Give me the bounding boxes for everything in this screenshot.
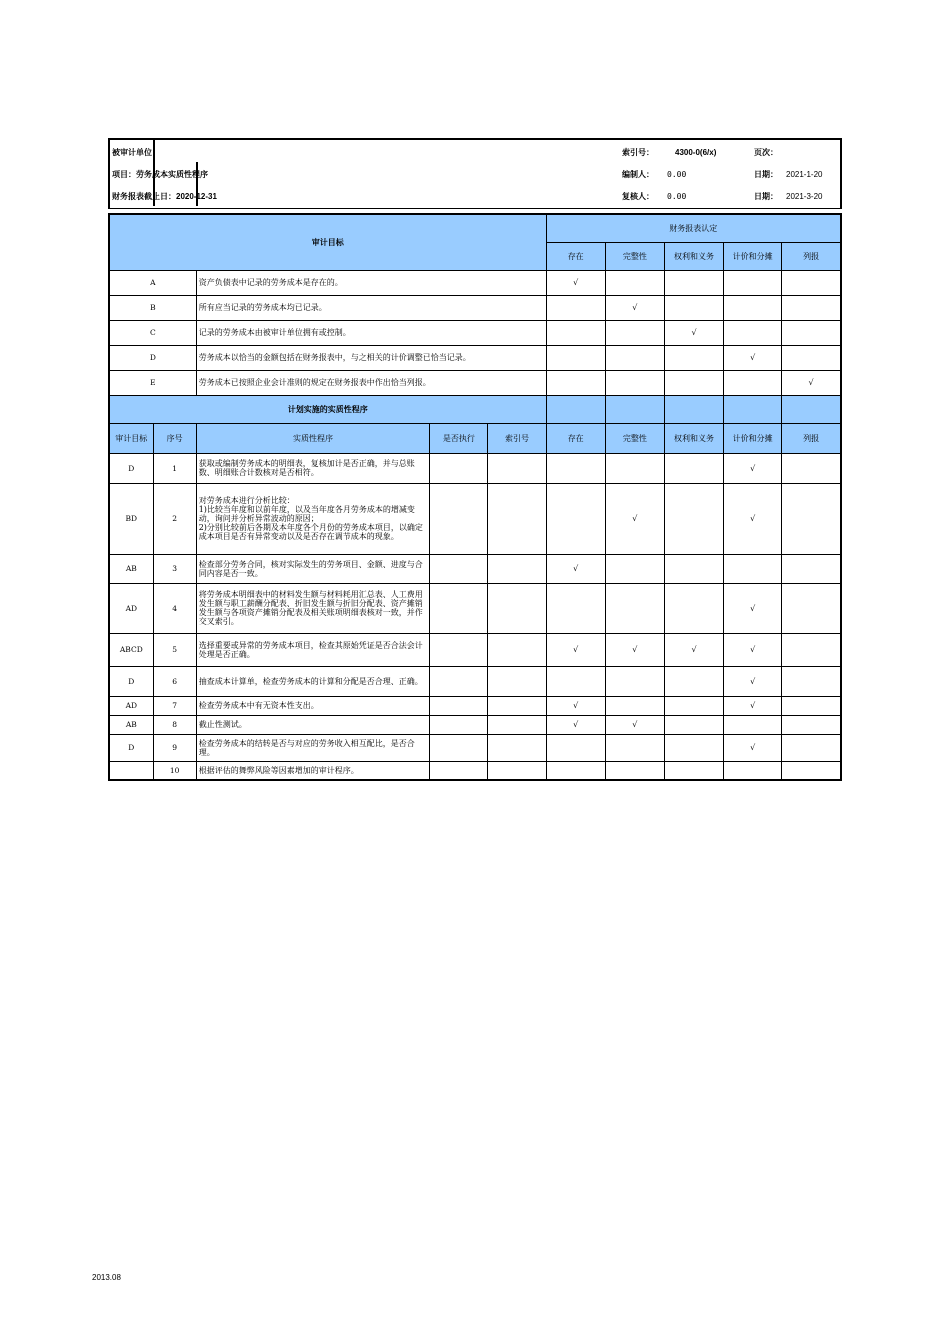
check-mark [605,270,664,295]
index-value: 4300-0(6/x) [675,148,717,157]
objective-row [109,370,841,395]
executed-cell [430,696,488,715]
procedure-objective: AB [109,554,153,583]
objective-text: 劳务成本以恰当的金额包括在财务报表中，与之相关的计价调整已恰当记录。 [196,345,546,370]
executed-cell [430,761,488,780]
objective-code: B [109,295,196,320]
procedure-number: 3 [153,554,196,583]
check-mark [782,734,841,761]
reviewer-value: 0.00 [667,192,687,201]
check-mark: √ [546,715,605,734]
procedure-number: 2 [153,483,196,554]
index-cell [488,715,546,734]
procedure-row [109,696,841,715]
check-mark [724,295,782,320]
procedures-header-row [109,423,841,453]
column-header-6: 完整性 [605,423,664,453]
procedure-text: 检查部分劳务合同，核对实际发生的劳务项目、金额、进度与合同内容是否一致。 [196,554,430,583]
check-mark [664,370,723,395]
check-mark: √ [724,734,782,761]
check-mark [724,715,782,734]
procedures-title-row [109,395,841,423]
index-cell [488,734,546,761]
check-mark [605,370,664,395]
column-header-1: 序号 [153,423,196,453]
check-mark [605,666,664,696]
check-mark [546,295,605,320]
check-mark: √ [664,633,723,666]
check-mark: √ [724,666,782,696]
check-mark [605,734,664,761]
procedure-objective: D [109,453,153,483]
executed-cell [430,666,488,696]
procedure-row [109,483,841,554]
assertion-header-4: 列报 [782,242,841,270]
check-mark [782,715,841,734]
check-mark [782,761,841,780]
preparer-value: 0.00 [667,170,687,179]
check-mark [664,761,723,780]
executed-cell [430,453,488,483]
check-mark [546,453,605,483]
procedure-text: 抽查成本计算单，检查劳务成本的计算和分配是否合理、正确。 [196,666,430,696]
column-header-9: 列报 [782,423,841,453]
check-mark [724,554,782,583]
objective-code: D [109,345,196,370]
procedures-title: 计划实施的实质性程序 [109,395,546,423]
auditee-label: 被审计单位： [112,148,160,157]
procedure-number: 4 [153,583,196,633]
executed-cell [430,633,488,666]
index-cell [488,583,546,633]
check-mark [782,633,841,666]
check-mark [605,554,664,583]
procedure-text: 检查劳务成本中有无资本性支出。 [196,696,430,715]
check-mark: √ [605,295,664,320]
procedure-number: 5 [153,633,196,666]
procedure-text: 获取或编制劳务成本的明细表，复核加计是否正确，并与总账数、明细账合计数核对是否相符。 [196,453,430,483]
table-body [109,214,841,780]
check-mark: √ [546,270,605,295]
check-mark [724,370,782,395]
index-label: 索引号： [622,148,654,157]
objectives-title: 审计目标 [109,214,546,270]
check-mark [664,295,723,320]
objective-row [109,320,841,345]
procedure-text: 截止性测试。 [196,715,430,734]
executed-cell [430,583,488,633]
date1-label: 日期： [754,170,778,179]
index-cell [488,696,546,715]
check-mark [546,370,605,395]
executed-cell [430,483,488,554]
objective-text: 记录的劳务成本由被审计单位拥有或控制。 [196,320,546,345]
check-mark: √ [605,715,664,734]
procedure-row [109,453,841,483]
procedure-row [109,633,841,666]
check-mark [546,320,605,345]
check-mark [782,453,841,483]
check-mark [724,761,782,780]
index-cell [488,633,546,666]
index-cell [488,761,546,780]
procedure-text: 对劳务成本进行分析比较： 1)比较当年度和以前年度，以及当年度各月劳务成本的增减变动，询问并分析异常波动的原因； 2)分别比较前后各期及本年度各个月份的劳务成本项目，以确定成本项目是否有异常变动以及是否存在调节成本的现象。 [196,483,430,554]
procedure-row [109,666,841,696]
check-mark: √ [605,633,664,666]
reviewer-label: 复核人： [622,192,654,201]
procedure-number: 7 [153,696,196,715]
procedure-row [109,761,841,780]
column-header-3: 是否执行 [430,423,488,453]
check-mark: √ [724,583,782,633]
check-mark [546,734,605,761]
check-mark [664,554,723,583]
audit-worksheet [108,138,842,781]
objective-row [109,345,841,370]
column-header-4: 索引号 [488,423,546,453]
objective-code: E [109,370,196,395]
assertion-title: 财务报表认定 [546,214,841,242]
procedure-row [109,583,841,633]
procedure-objective: AD [109,696,153,715]
check-mark [605,453,664,483]
check-mark [664,483,723,554]
check-mark [664,696,723,715]
objective-code: A [109,270,196,295]
procedure-number: 9 [153,734,196,761]
procedure-table [108,213,842,781]
objective-text: 劳务成本已按照企业会计准则的规定在财务报表中作出恰当列报。 [196,370,546,395]
worksheet-header [108,138,842,209]
procedure-objective [109,761,153,780]
check-mark [782,345,841,370]
check-mark: √ [546,696,605,715]
check-mark [664,583,723,633]
check-mark [724,270,782,295]
index-cell [488,666,546,696]
objective-code: C [109,320,196,345]
check-mark [664,345,723,370]
objective-row [109,295,841,320]
procedure-number: 10 [153,761,196,780]
check-mark [546,666,605,696]
check-mark [782,295,841,320]
check-mark: √ [724,483,782,554]
check-mark [782,554,841,583]
check-mark: √ [546,554,605,583]
assertion-header-0: 存在 [546,242,605,270]
assertion-header-1: 完整性 [605,242,664,270]
check-mark [782,320,841,345]
procedure-objective: D [109,666,153,696]
check-mark [664,453,723,483]
objective-text: 资产负债表中记录的劳务成本是存在的。 [196,270,546,295]
check-mark [782,666,841,696]
check-mark [605,320,664,345]
executed-cell [430,554,488,583]
procedure-text: 将劳务成本明细表中的材料发生额与材料耗用汇总表、人工费用发生额与职工薪酬分配表、折旧发生额与折旧分配表、资产摊销发生额与各项资产摊销分配表及相关账项明细表核对一致，并作交叉索引。 [196,583,430,633]
column-header-2: 实质性程序 [196,423,430,453]
project-label: 项目：劳务成本实质性程序 [112,170,208,179]
check-mark: √ [782,370,841,395]
column-header-5: 存在 [546,423,605,453]
check-mark [782,270,841,295]
procedure-objective: D [109,734,153,761]
check-mark: √ [546,633,605,666]
objective-row [109,270,841,295]
check-mark [782,483,841,554]
column-header-8: 计价和分摊 [724,423,782,453]
procedure-row [109,734,841,761]
column-header-0: 审计目标 [109,423,153,453]
check-mark [546,583,605,633]
period-label: 财务报表截止日：2020-12-31 [112,192,217,201]
check-mark [605,583,664,633]
procedure-objective: ABCD [109,633,153,666]
objective-text: 所有应当记录的劳务成本均已记录。 [196,295,546,320]
procedure-objective: BD [109,483,153,554]
check-mark: √ [605,483,664,554]
date2-label: 日期： [754,192,778,201]
assertion-header-2: 权利和义务 [664,242,723,270]
index-cell [488,554,546,583]
procedure-number: 8 [153,715,196,734]
assertion-header-3: 计价和分摊 [724,242,782,270]
footer-code: 2013.08 [92,1273,121,1282]
column-header-7: 权利和义务 [664,423,723,453]
check-mark: √ [664,320,723,345]
check-mark: √ [724,696,782,715]
procedure-objective: AB [109,715,153,734]
check-mark [664,715,723,734]
check-mark [546,483,605,554]
check-mark: √ [724,633,782,666]
executed-cell [430,734,488,761]
index-cell [488,483,546,554]
procedure-row [109,715,841,734]
procedure-text: 选择重要或异常的劳务成本项目，检查其原始凭证是否合法会计处理是否正确。 [196,633,430,666]
date2-value: 2021-3-20 [786,192,823,201]
check-mark [546,345,605,370]
check-mark [664,734,723,761]
procedure-number: 6 [153,666,196,696]
check-mark [605,345,664,370]
check-mark: √ [724,345,782,370]
check-mark [782,583,841,633]
procedure-row [109,554,841,583]
check-mark [605,696,664,715]
check-mark [605,761,664,780]
date1-value: 2021-1-20 [786,170,823,179]
preparer-label: 编制人： [622,170,654,179]
check-mark: √ [724,453,782,483]
check-mark [664,666,723,696]
procedure-objective: AD [109,583,153,633]
procedure-text: 根据评估的舞弊风险等因素增加的审计程序。 [196,761,430,780]
page-label: 页次： [754,148,778,157]
check-mark [724,320,782,345]
executed-cell [430,715,488,734]
procedure-text: 检查劳务成本的结转是否与对应的劳务收入相互配比，是否合理。 [196,734,430,761]
check-mark [546,761,605,780]
check-mark [664,270,723,295]
index-cell [488,453,546,483]
procedure-number: 1 [153,453,196,483]
check-mark [782,696,841,715]
